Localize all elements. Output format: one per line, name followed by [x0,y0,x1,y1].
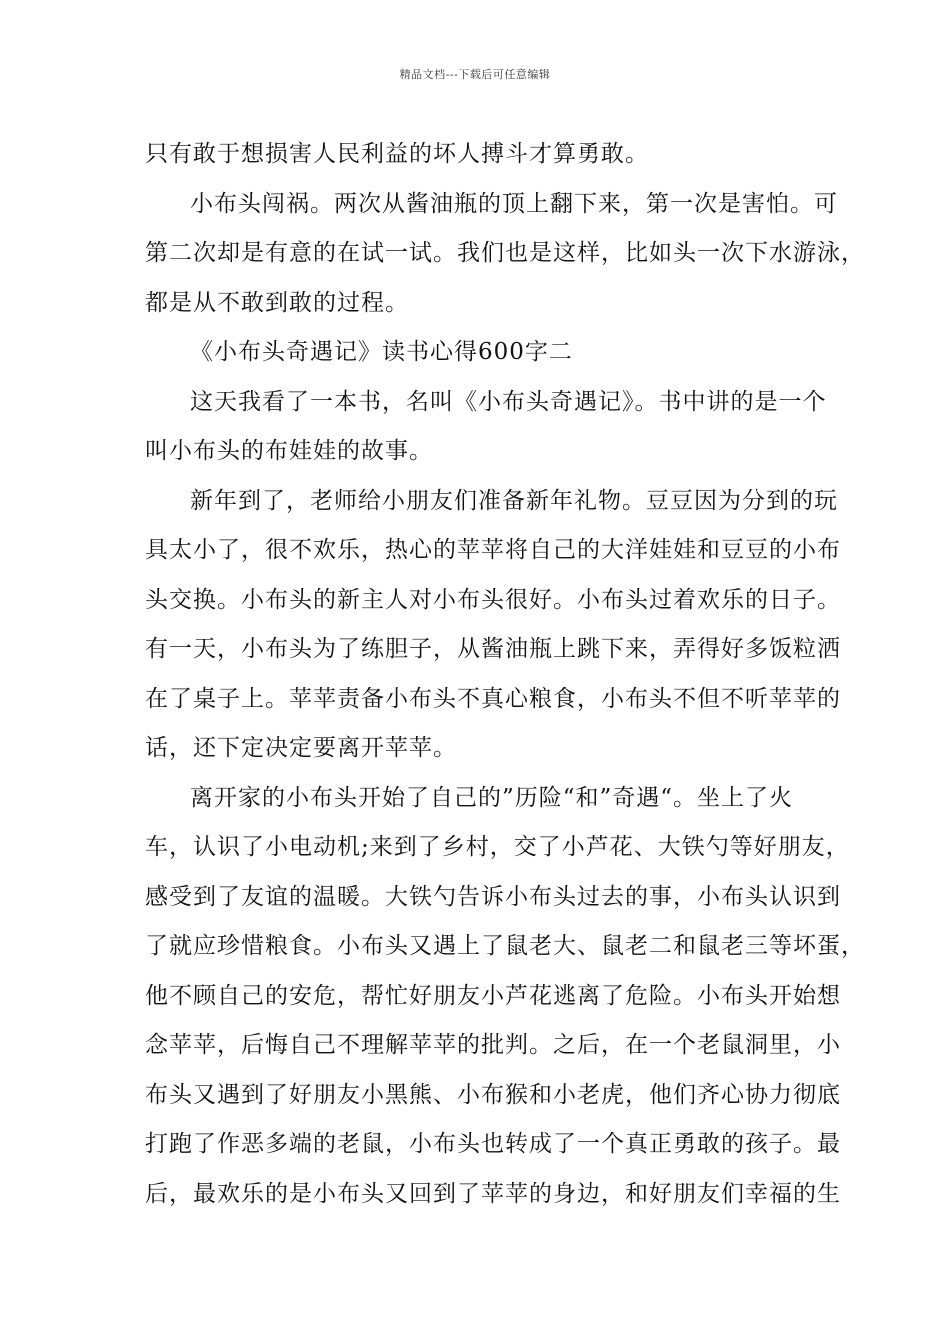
section-heading [145,328,825,378]
text-line: 叫小布头的布娃娃的故事。 [145,438,433,464]
text-line: 布头又遇到了好朋友小黑熊、小布猴和小老虎，他们齐心协力彻底 [145,1081,841,1108]
paragraph [145,130,825,180]
text-line: 有一天，小布头为了练胆子，从酱油瓶上跳下来，弄得好多饭粒洒 [145,636,841,662]
text-line: 都是从不敢到敢的过程。 [145,289,409,316]
text-line: 小布头闯祸。两次从酱油瓶的顶上翻下来，第一次是害怕。可 [190,190,838,217]
text-line: 感受到了友谊的温暖。大铁勺告诉小布头过去的事，小布头认识到 [145,883,841,910]
paragraph [145,477,841,774]
text-line: 打跑了作恶多端的老鼠，小布头也转成了一个真正勇敢的孩子。最 [145,1131,841,1157]
text-line: 车，认识了小电动机;来到了乡村，交了小芦花、大铁勺等好朋友， [145,834,850,860]
text-line: 后，最欢乐的是小布头又回到了苹苹的身边，和好朋友们幸福的生 [145,1180,841,1207]
text-line: 了就应珍惜粮食。小布头又遇上了鼠老大、鼠老二和鼠老三等坏蛋， [145,933,865,959]
text-line: 话，还下定决定要离开苹苹。 [145,735,457,761]
text-line: 念苹苹，后悔自己不理解苹苹的批判。之后，在一个老鼠洞里，小 [145,1032,841,1058]
text-line: 头交换。小布头的新主人对小布头很好。小布头过着欢乐的日子。 [145,586,841,613]
heading-line: 《小布头奇遇记》读书心得600字二 [190,339,573,365]
paragraph [145,378,825,477]
text-line: 在了桌子上。苹苹责备小布头不真心粮食，小布头不但不听苹苹的 [145,685,841,712]
paragraph [145,774,865,1220]
text-line: 第二次却是有意的在试一试。我们也是这样，比如头一次下水游泳， [145,240,865,266]
text-line: 新年到了，老师给小朋友们准备新年礼物。豆豆因为分到的玩 [190,487,838,514]
page-header: 精品文档---下载后可任意编辑 [399,68,551,81]
paragraph [145,180,865,329]
text-line: 这天我看了一本书，名叫《小布头奇遇记》。书中讲的是一个 [190,388,827,415]
text-line: 离开家的小布头开始了自己的”历险“和”奇遇“。坐上了火 [190,784,794,811]
text-line: 具太小了，很不欢乐，热心的苹苹将自己的大洋娃娃和豆豆的小布 [145,537,841,563]
text-line: 只有敢于想损害人民利益的坏人搏斗才算勇敢。 [145,141,649,167]
document-body [145,130,865,1219]
text-line: 他不顾自己的安危，帮忙好朋友小芦花逃离了危险。小布头开始想 [145,982,841,1009]
